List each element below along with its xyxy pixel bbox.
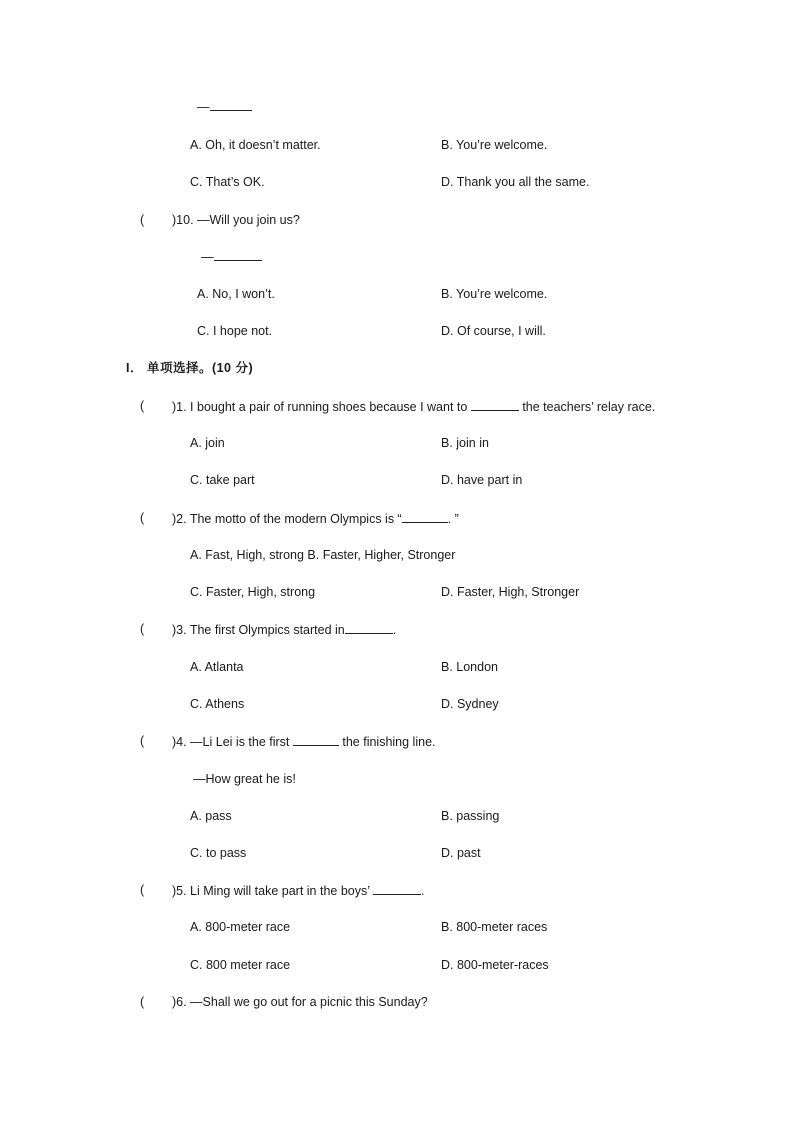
q1-stem: )1. I bought a pair of running shoes because I want to the teachers’ relay race. bbox=[172, 400, 656, 414]
q2-option-c: C. Faster, High, strong bbox=[190, 585, 316, 599]
q1-option-b: B. join in bbox=[441, 436, 489, 450]
q3-option-a: A. Atlanta bbox=[190, 660, 244, 674]
q5-option-d: D. 800-meter-races bbox=[441, 958, 549, 972]
q1-option-a: A. join bbox=[190, 436, 225, 450]
q1-option-c: C. take part bbox=[190, 473, 255, 487]
q3-option-c: C. Athens bbox=[190, 697, 245, 711]
answer-blank bbox=[345, 621, 393, 634]
q4-reply: —How great he is! bbox=[193, 772, 296, 786]
answer-blank bbox=[471, 398, 519, 411]
q6-answer-paren: ( bbox=[140, 995, 145, 1009]
prev-option-d: D. Thank you all the same. bbox=[441, 175, 590, 189]
q10-option-b: B. You’re welcome. bbox=[441, 287, 548, 301]
answer-blank bbox=[402, 510, 448, 523]
q3-stem: )3. The first Olympics started in . bbox=[172, 623, 397, 637]
prev-option-a: A. Oh, it doesn’t matter. bbox=[190, 138, 321, 152]
q4-option-b: B. passing bbox=[441, 809, 500, 823]
q6-stem: )6. —Shall we go out for a picnic this Sunday? bbox=[172, 995, 428, 1009]
q10-stem: )10. —Will you join us? bbox=[172, 213, 300, 227]
q4-option-d: D. past bbox=[441, 846, 481, 860]
answer-blank bbox=[210, 98, 252, 111]
answer-blank bbox=[293, 733, 339, 746]
prev-answer-line: — bbox=[197, 98, 252, 115]
q4-answer-paren: ( bbox=[140, 734, 145, 748]
q5-answer-paren: ( bbox=[140, 883, 145, 897]
q3-option-b: B. London bbox=[441, 660, 498, 674]
q3-option-d: D. Sydney bbox=[441, 697, 499, 711]
section-heading: I． 单项选择。(10 分) bbox=[126, 361, 254, 375]
q10-answer-line: — bbox=[201, 248, 262, 265]
q2-answer-paren: ( bbox=[140, 511, 145, 525]
q5-option-b: B. 800-meter races bbox=[441, 920, 548, 934]
q2-option-d: D. Faster, High, Stronger bbox=[441, 585, 580, 599]
q4-stem: )4. —Li Lei is the first the finishing line. bbox=[172, 735, 436, 749]
q2-stem: )2. The motto of the modern Olympics is “ . ” bbox=[172, 512, 459, 526]
q4-option-a: A. pass bbox=[190, 809, 232, 823]
prev-option-b: B. You’re welcome. bbox=[441, 138, 548, 152]
q10-option-d: D. Of course, I will. bbox=[441, 324, 546, 338]
q5-option-a: A. 800-meter race bbox=[190, 920, 291, 934]
q1-answer-paren: ( bbox=[140, 399, 145, 413]
q1-option-d: D. have part in bbox=[441, 473, 523, 487]
answer-blank bbox=[373, 882, 421, 895]
q5-stem: )5. Li Ming will take part in the boys’ . bbox=[172, 884, 425, 898]
q4-option-c: C. to pass bbox=[190, 846, 247, 860]
q10-option-c: C. I hope not. bbox=[197, 324, 273, 338]
q5-option-c: C. 800 meter race bbox=[190, 958, 291, 972]
q2-option-ab: A. Fast, High, strong B. Faster, Higher, Stronger bbox=[190, 548, 456, 562]
q3-answer-paren: ( bbox=[140, 622, 145, 636]
prev-option-c: C. That’s OK. bbox=[190, 175, 265, 189]
answer-blank bbox=[214, 248, 262, 261]
q10-answer-paren: ( bbox=[140, 213, 145, 227]
q10-option-a: A. No, I won’t. bbox=[197, 287, 275, 301]
